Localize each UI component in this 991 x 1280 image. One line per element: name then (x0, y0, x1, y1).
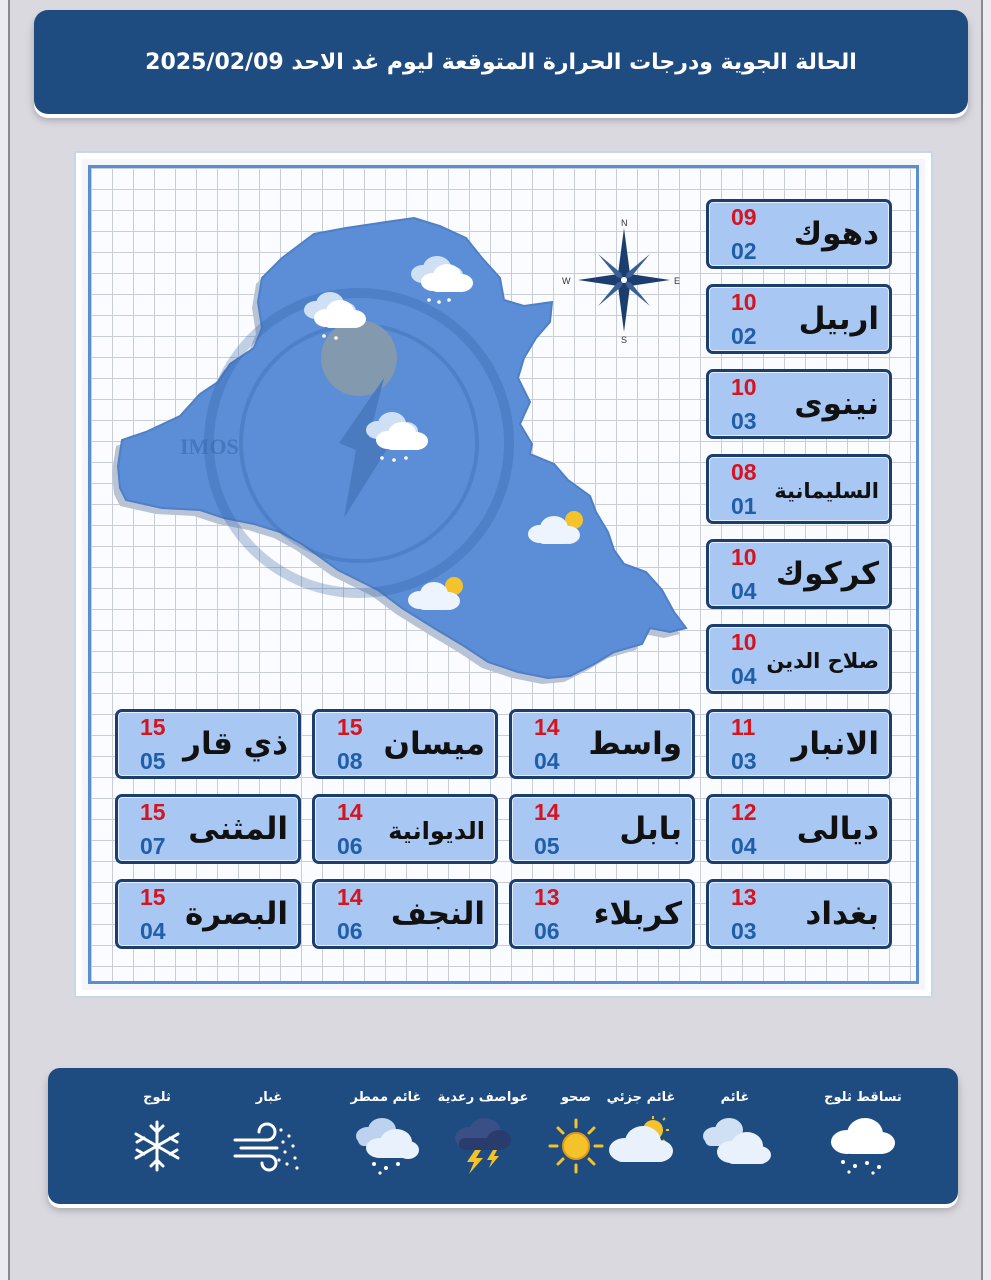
city-card-duhok (706, 199, 892, 269)
min-temp: 03 (731, 748, 757, 774)
max-temp: 15 (140, 799, 166, 825)
city-name: ميسان (383, 726, 485, 762)
legend-item-thunderstorms (428, 1090, 538, 1176)
legend-label: تساقط ثلوج (824, 1090, 902, 1105)
city-card-nineveh (706, 369, 892, 439)
legend-label: عواصف رعدية (437, 1090, 529, 1105)
city-card-basra (115, 879, 301, 949)
legend-item-dust (214, 1090, 324, 1176)
legend-item-cloudy-rain (331, 1090, 441, 1176)
legend-item-cloudy (680, 1090, 790, 1176)
iraq-map (84, 188, 704, 708)
city-card-kirkuk (706, 539, 892, 609)
city-card-najaf (312, 879, 498, 949)
watermark-text: IMOS (180, 434, 239, 459)
city-name: ذي قار (183, 726, 288, 762)
city-card-muthanna (115, 794, 301, 864)
min-temp: 04 (731, 578, 757, 604)
max-temp: 08 (731, 459, 757, 485)
max-temp: 09 (731, 204, 757, 230)
city-card-erbil (706, 284, 892, 354)
min-temp: 03 (731, 408, 757, 434)
legend-label: ثلوج (143, 1090, 171, 1105)
page-frame-right (981, 0, 991, 1280)
max-temp: 12 (731, 799, 757, 825)
city-name: البصرة (184, 896, 288, 932)
cloudy-rain-icon (348, 1116, 424, 1176)
min-temp: 06 (337, 918, 363, 944)
city-card-maysan (312, 709, 498, 779)
city-card-wasit (509, 709, 695, 779)
city-name: كربلاء (593, 896, 682, 932)
city-name: الانبار (791, 726, 879, 762)
city-name: النجف (390, 896, 485, 932)
city-name: صلاح الدين (766, 649, 879, 673)
city-name: واسط (588, 726, 682, 762)
min-temp: 02 (731, 238, 757, 264)
snowflake-icon (127, 1116, 187, 1176)
min-temp: 04 (731, 833, 757, 859)
city-card-diyala (706, 794, 892, 864)
city-card-babil (509, 794, 695, 864)
compass-west: W (562, 276, 571, 286)
legend-label: صحو (560, 1090, 592, 1105)
legend-label: غائم (720, 1090, 750, 1105)
page-frame-left (0, 0, 10, 1280)
city-card-baghdad (706, 879, 892, 949)
max-temp: 10 (731, 289, 757, 315)
city-card-salahaddin (706, 624, 892, 694)
city-name: دهوك (793, 216, 879, 252)
header-banner (34, 10, 968, 114)
cloudy-icon (697, 1116, 773, 1176)
max-temp: 15 (337, 714, 363, 740)
city-name: المثنى (188, 811, 288, 847)
min-temp: 04 (534, 748, 560, 774)
min-temp: 06 (534, 918, 560, 944)
min-temp: 08 (337, 748, 363, 774)
city-name: بابل (619, 811, 682, 847)
weather-legend (48, 1068, 958, 1204)
legend-item-snow (102, 1090, 212, 1176)
sun-icon (546, 1116, 606, 1176)
max-temp: 14 (337, 884, 363, 910)
city-card-sulaymaniyah (706, 454, 892, 524)
legend-label: غائم جزئي (606, 1090, 676, 1105)
city-card-anbar (706, 709, 892, 779)
max-temp: 13 (731, 884, 757, 910)
compass-south: S (621, 335, 628, 345)
min-temp: 03 (731, 918, 757, 944)
snow-fall-icon (825, 1116, 901, 1176)
max-temp: 13 (534, 884, 560, 910)
page-title: الحالة الجوية ودرجات الحرارة المتوقعة ليوم غد الاحد 2025/02/09 (145, 49, 857, 75)
max-temp: 14 (534, 714, 560, 740)
city-name: ديالى (796, 811, 879, 847)
compass-east: E (674, 276, 681, 286)
max-temp: 14 (337, 799, 363, 825)
max-temp: 10 (731, 544, 757, 570)
min-temp: 05 (534, 833, 560, 859)
city-card-diwaniyah (312, 794, 498, 864)
max-temp: 11 (731, 714, 756, 740)
legend-item-snow-fall (808, 1090, 918, 1176)
min-temp: 04 (731, 663, 757, 689)
max-temp: 10 (731, 629, 757, 655)
compass-north: N (621, 218, 628, 228)
city-card-dhi-qar (115, 709, 301, 779)
compass-rose-icon (562, 218, 680, 345)
thunderstorm-icon (445, 1116, 521, 1176)
city-card-karbala (509, 879, 695, 949)
min-temp: 04 (140, 918, 166, 944)
max-temp: 10 (731, 374, 757, 400)
max-temp: 15 (140, 714, 166, 740)
max-temp: 14 (534, 799, 560, 825)
min-temp: 01 (731, 493, 757, 519)
city-name: كركوك (775, 556, 879, 592)
max-temp: 15 (140, 884, 166, 910)
city-name: بغداد (805, 896, 879, 932)
city-name: الديوانية (388, 817, 485, 845)
legend-label: غائم ممطر (350, 1090, 422, 1105)
dust-icon (231, 1116, 307, 1176)
min-temp: 06 (337, 833, 363, 859)
min-temp: 05 (140, 748, 166, 774)
min-temp: 02 (731, 323, 757, 349)
city-name: اربيل (798, 301, 879, 337)
min-temp: 07 (140, 833, 166, 859)
legend-label: غبار (255, 1090, 283, 1105)
city-name: السليمانية (774, 479, 879, 503)
city-name: نينوى (794, 386, 879, 422)
